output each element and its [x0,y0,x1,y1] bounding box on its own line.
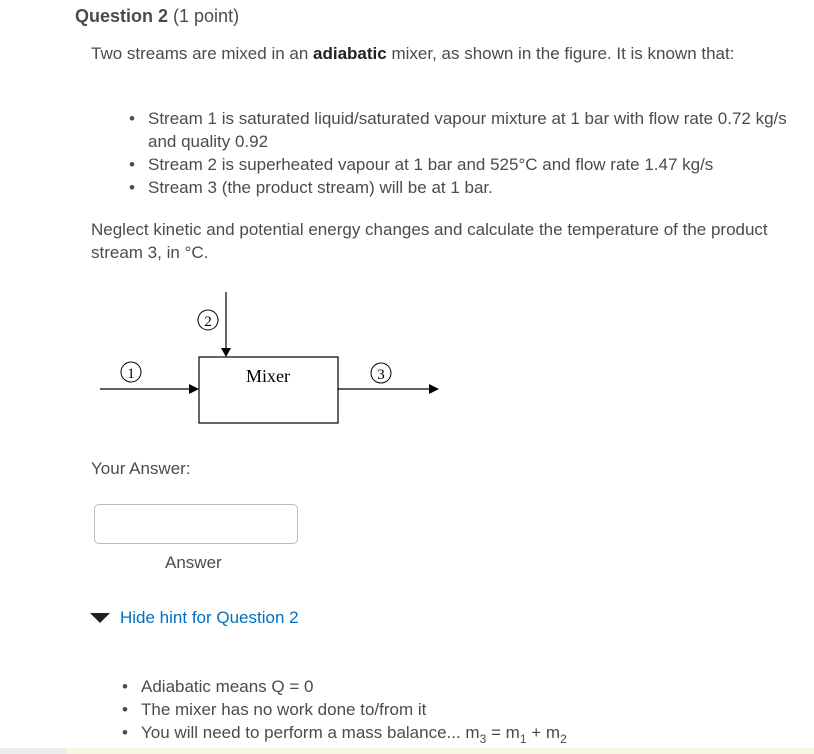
bottom-bar [0,748,814,754]
mass-balance-plus: + m [526,723,561,742]
mass-balance-text: You will need to perform a mass balance... m [141,723,480,742]
intro-text-start: Two streams are mixed in an [91,44,314,63]
subscript-2: 2 [560,732,567,746]
mass-balance-equals: = m [486,723,520,742]
answer-label: Your Answer: [91,459,191,478]
intro-text-end: mixer, as shown in the figure. It is known that: [386,44,735,63]
bottom-bar-left [0,748,66,754]
stream-1-arrowhead [189,384,199,394]
condition-stream-1: • Stream 1 is saturated liquid/saturated vapour mixture at 1 bar with flow rate 0.72 kg/s and quality 0.92 [148,107,803,153]
subscript-3: 3 [479,732,487,746]
hint-list [141,675,567,744]
hint-item: • Adiabatic means Q = 0 [141,675,567,698]
hint-item: • The mixer has no work done to/from it [141,698,567,721]
question-instruction: Neglect kinetic and potential energy changes and calculate the temperature of the product stream 3, in °C. [91,220,768,262]
answer-input[interactable] [94,504,298,544]
hide-hint-toggle[interactable] [90,608,299,628]
subscript-1: 1 [519,732,527,746]
question-title [75,6,239,27]
given-conditions-list [148,107,803,199]
question-intro [91,42,796,65]
stream-3-arrowhead [429,384,439,394]
hint-item-mass-balance [141,721,567,744]
stream-2-number: 2 [204,314,212,330]
mixer-label: Mixer [246,366,290,386]
stream-2-arrowhead [221,348,231,357]
mixer-diagram [95,285,455,435]
hint-toggle-label: Hide hint for Question 2 [120,608,299,627]
condition-stream-2: • Stream 2 is superheated vapour at 1 bar and 525°C and flow rate 1.47 kg/s [148,153,803,176]
question-points: (1 point) [173,6,240,26]
stream-1-number: 1 [127,366,135,382]
caret-down-icon [90,613,110,623]
intro-bold-term: adiabatic [313,44,387,63]
condition-stream-3: • Stream 3 (the product stream) will be at 1 bar. [148,176,803,199]
stream-3-number: 3 [377,367,385,383]
question-number: Question 2 [75,6,169,26]
answer-sublabel: Answer [165,553,222,572]
